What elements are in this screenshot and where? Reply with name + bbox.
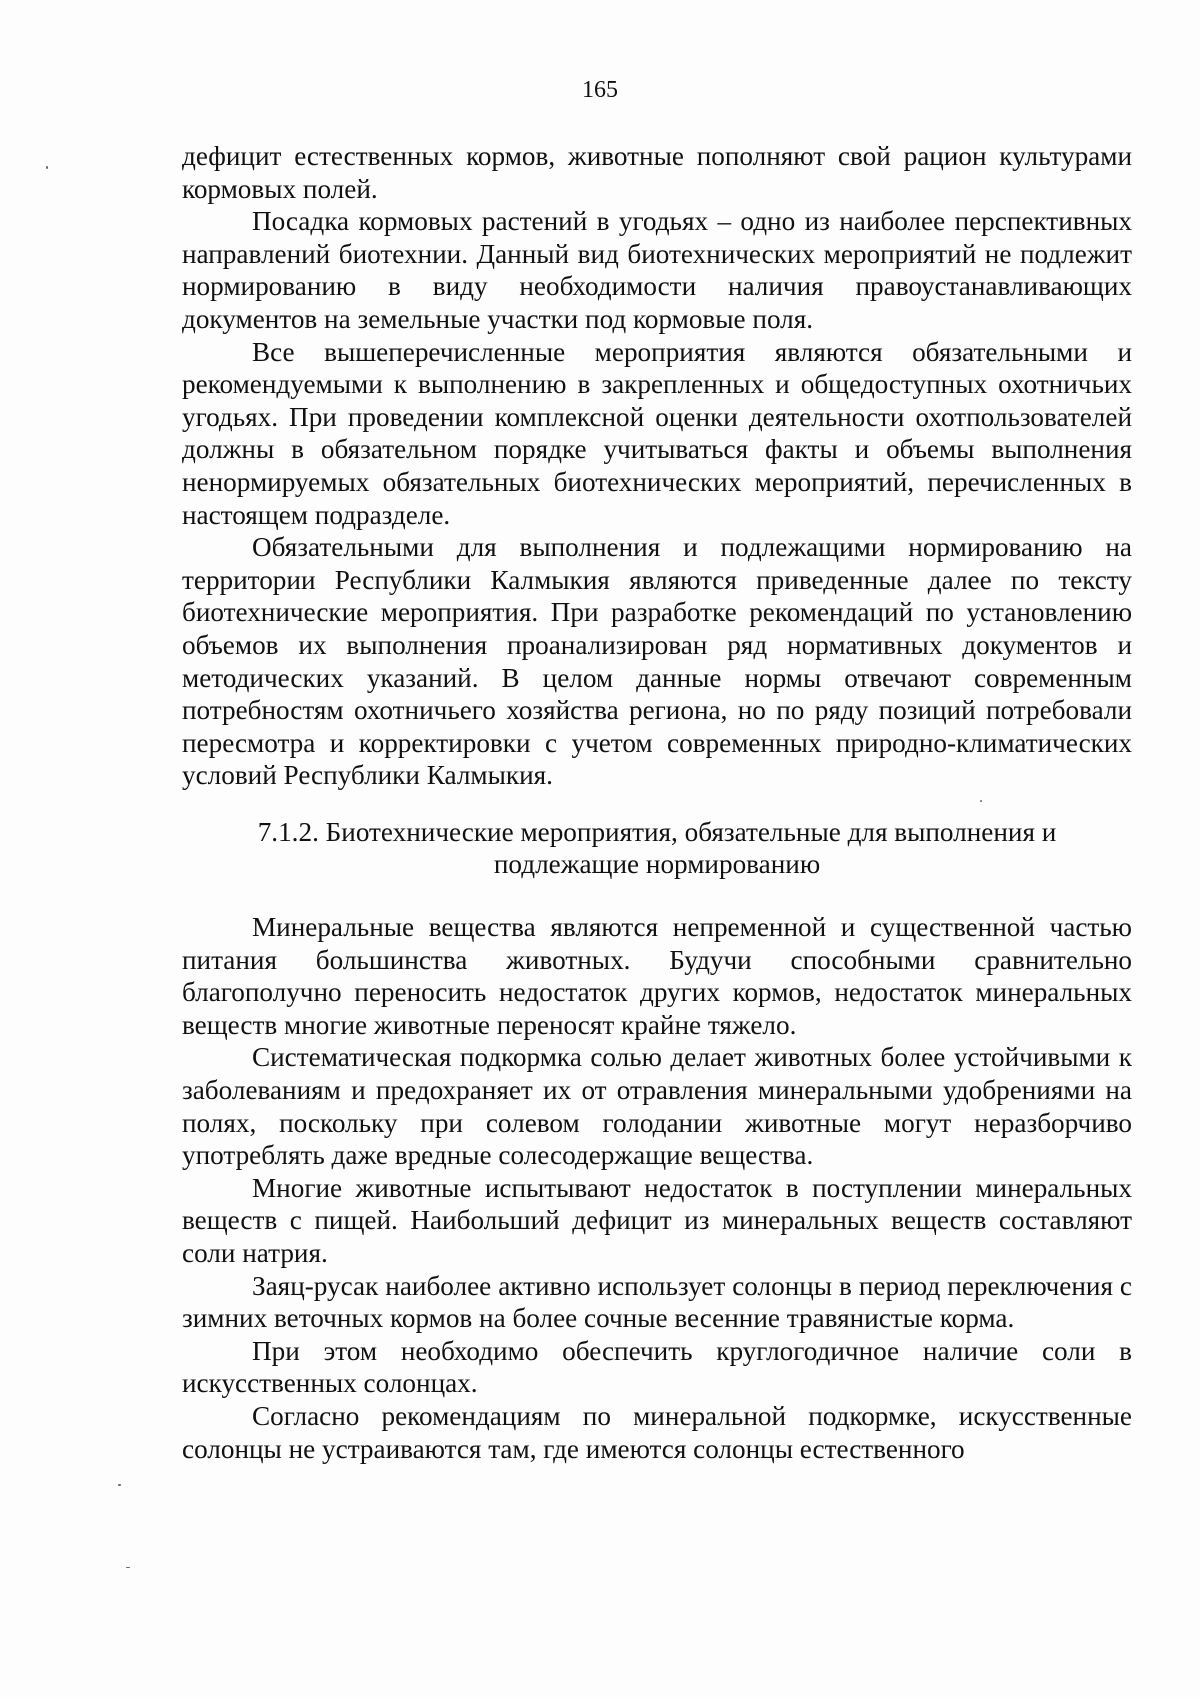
paragraph: Обязательными для выполнения и подлежащими нормированию на территории Республики Калмыкия являются приведенные далее по тексту биотехнические мероприятия. При разработке рекомендаций по установлению объемов их выполнения проанализирован ряд нормативных документов и методических указаний. В целом данные нормы отвечают современным потребностям охотничьего хозяйства региона, но по ряду позиций потребовали пересмотра и корректировки с учетом современных природно-климатических условий Республики Калмыкия. xyxy=(182,532,1132,791)
paragraph: Все вышеперечисленные мероприятия являются обязательными и рекомендуемыми к выполнению в закрепленных и общедоступных охотничьих угодьях. При проведении комплексной оценки деятельности охотпользователей должны в обязательном порядке учитываться факты и объемы выполнения ненормируемых обязательных биотехнических мероприятий, перечисленных в настоящем подразделе. xyxy=(182,336,1132,530)
paragraph: Согласно рекомендациям по минеральной подкормке, искусственные солонцы не устраиваются там, где имеются солонцы естественного xyxy=(182,1400,1132,1464)
paragraph: Минеральные вещества являются непременной и существенной частью питания большинства животных. Будучи способными сравнительно благополучно переносить недостаток других кормов, недостаток минеральных веществ многие животные переносят крайне тяжело. xyxy=(182,912,1132,1040)
document-body xyxy=(182,140,1132,1465)
scan-speck xyxy=(118,1484,121,1486)
scan-speck xyxy=(980,800,982,802)
scan-speck xyxy=(126,1567,130,1568)
paragraph: При этом необходимо обеспечить круглогодичное наличие соли в искусственных солонцах. xyxy=(182,1335,1132,1399)
paragraph: Заяц-русак наиболее активно использует солонцы в период переключения с зимних веточных кормов на более сочные весенние травянистые корма. xyxy=(182,1270,1132,1334)
section-heading xyxy=(182,816,1132,881)
scan-speck xyxy=(46,166,48,169)
paragraph: Посадка кормовых растений в угодьях – одно из наиболее перспективных направлений биотехнии. Данный вид биотехнических мероприятий не подлежит нормированию в виду необходимости наличия правоустанавливающих документов на земельные участки под кормовые поля. xyxy=(182,206,1132,334)
paragraph: дефицит естественных кормов, животные пополняют свой рацион культурами кормовых полей. xyxy=(182,141,1132,204)
page-number: 165 xyxy=(582,77,618,103)
section-heading-line: 7.1.2. Биотехнические мероприятия, обязательные для выполнения и xyxy=(257,816,1057,847)
section-heading-line: подлежащие нормированию xyxy=(493,849,821,880)
paragraph: Многие животные испытывают недостаток в поступлении минеральных веществ с пищей. Наибольший дефицит из минеральных веществ составляют соли натрия. xyxy=(182,1172,1132,1268)
paragraph: Систематическая подкормка солью делает животных более устойчивыми к заболеваниям и предохраняет их от отравления минеральными удобрениями на полях, поскольку при солевом голодании животные могут неразборчиво употреблять даже вредные солесодержащие вещества. xyxy=(182,1042,1132,1171)
